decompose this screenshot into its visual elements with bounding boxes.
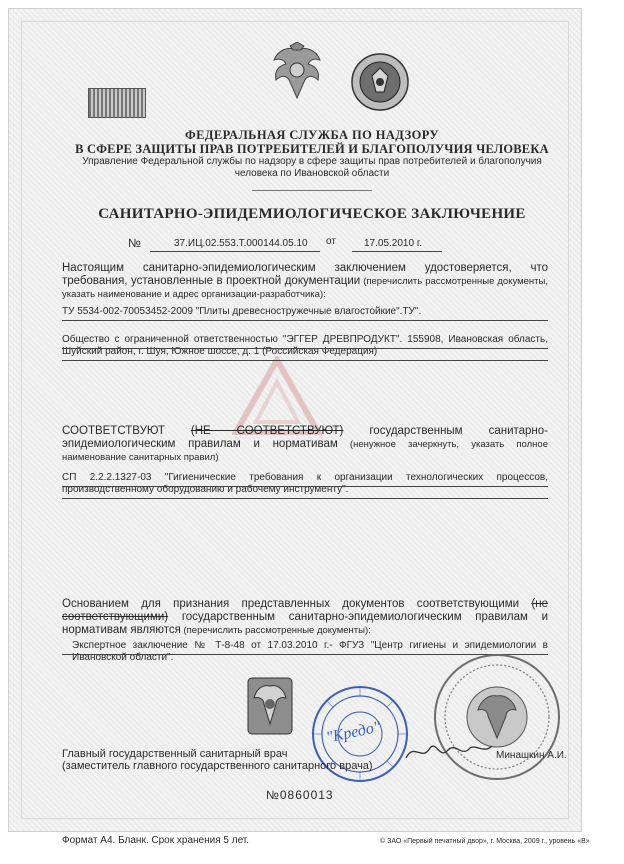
agency-line-2: В СФЕРЕ ЗАЩИТЫ ПРАВ ПОТРЕБИТЕЛЕЙ И БЛАГОПОЛУЧИЯ ЧЕЛОВЕКА (75, 142, 549, 156)
conform-word: СООТВЕТСТВУЮТ (62, 425, 165, 437)
date-label: от (326, 236, 336, 247)
number-label: № (128, 236, 141, 250)
document-title: САНИТАРНО-ЭПИДЕМИОЛОГИЧЕСКОЕ ЗАКЛЮЧЕНИЕ (98, 206, 526, 222)
basis-paragraph (62, 598, 548, 637)
product-underline (62, 320, 548, 321)
intro-hint: (перечислить рассмотренные документы, указать наименование и адрес организации-разработчика): (62, 276, 548, 300)
agency-line-1: ФЕДЕРАЛЬНАЯ СЛУЖБА ПО НАДЗОРУ (184, 128, 440, 142)
date-underline (352, 251, 442, 252)
department-line-1: Управление Федеральной службы по надзору в сфере защиты прав потребителей и благополучия (82, 156, 542, 167)
organization-text: Общество с ограниченной ответственностью "ЭГГЕР ДРЕВПРОДУКТ". 155908, Ивановская область, Шуйский район, г. Шуя, Южное шоссе, д. 1 (Российская Федерация) (62, 334, 548, 357)
certificate-date: 17.05.2010 г. (364, 238, 423, 249)
header-divider (252, 190, 372, 191)
intro-text: Настоящим санитарно-эпидемиологическим заключением удостоверяется, что требования, установленные в проектной документации (62, 262, 548, 287)
coat-of-arms-icon (246, 676, 294, 736)
regulation-underline-1 (62, 486, 548, 487)
organization-underline-2 (62, 360, 548, 361)
handwritten-signature-icon (404, 736, 494, 766)
basis-strike: (не соответствующими) (62, 598, 548, 623)
signatory-position-line-2: (заместитель главного государственного санитарного врача) (62, 760, 373, 772)
watermark-triangle-icon (232, 356, 322, 436)
number-underline (150, 251, 320, 252)
footer-format: Формат А4. Бланк. Срок хранения 5 лет. (62, 835, 250, 846)
not-conform-word: (НЕ СООТВЕТСТВУЮТ) (190, 425, 344, 437)
expert-conclusion: Экспертное заключение № Т-8-48 от 17.03.2010 г.- ФГУЗ "Центр гигиены и эпидемиологии в Ивановской области". (72, 640, 548, 663)
signatory-position-line-1: Главный государственный санитарный врач (62, 748, 288, 760)
regulation-text: СП 2.2.2.1327-03 "Гигиенические требования к организации технологических процессов, производственному оборудованию и рабочему инструменту". (62, 472, 548, 495)
signatory-name: Минашкин А.И. (496, 750, 567, 761)
blank-serial-number: №0860013 (266, 788, 334, 802)
intro-paragraph (62, 262, 548, 301)
hologram-sticker-icon (88, 88, 146, 118)
basis-hint: (перечислить рассмотренные документы): (180, 625, 371, 636)
department-line-2: человека по Ивановской области (234, 168, 390, 179)
conformity-paragraph (62, 425, 548, 464)
conform-rest: государственным санитарно-эпидемиологическим правилам и нормативам (62, 425, 549, 450)
basis-rest: государственным санитарно-эпидемиологическим правилам и нормативам являются (62, 611, 548, 636)
organization-underline-1 (62, 348, 548, 349)
kredo-stamp-text: "Кредо" (324, 718, 382, 747)
certificate-number: 37.ИЦ.02.553.Т.000144.05.10 (174, 238, 308, 249)
rospotrebnadzor-logo-icon (350, 52, 410, 112)
footer-printer: © ЗАО «Первый печатный двор», г. Москва, 2009 г., уровень «В» (380, 838, 590, 845)
regulation-underline-2 (62, 498, 548, 499)
product-specification: ТУ 5534-002-70053452-2009 "Плиты древесностружечные влагостойкие".ТУ". (62, 306, 422, 317)
eagle-emblem-icon (268, 42, 326, 104)
conform-hint: (ненужное зачеркнуть, указать полное наименование санитарных правил) (62, 439, 548, 463)
basis-start: Основанием для признания представленных документов соответствующими (62, 598, 532, 610)
